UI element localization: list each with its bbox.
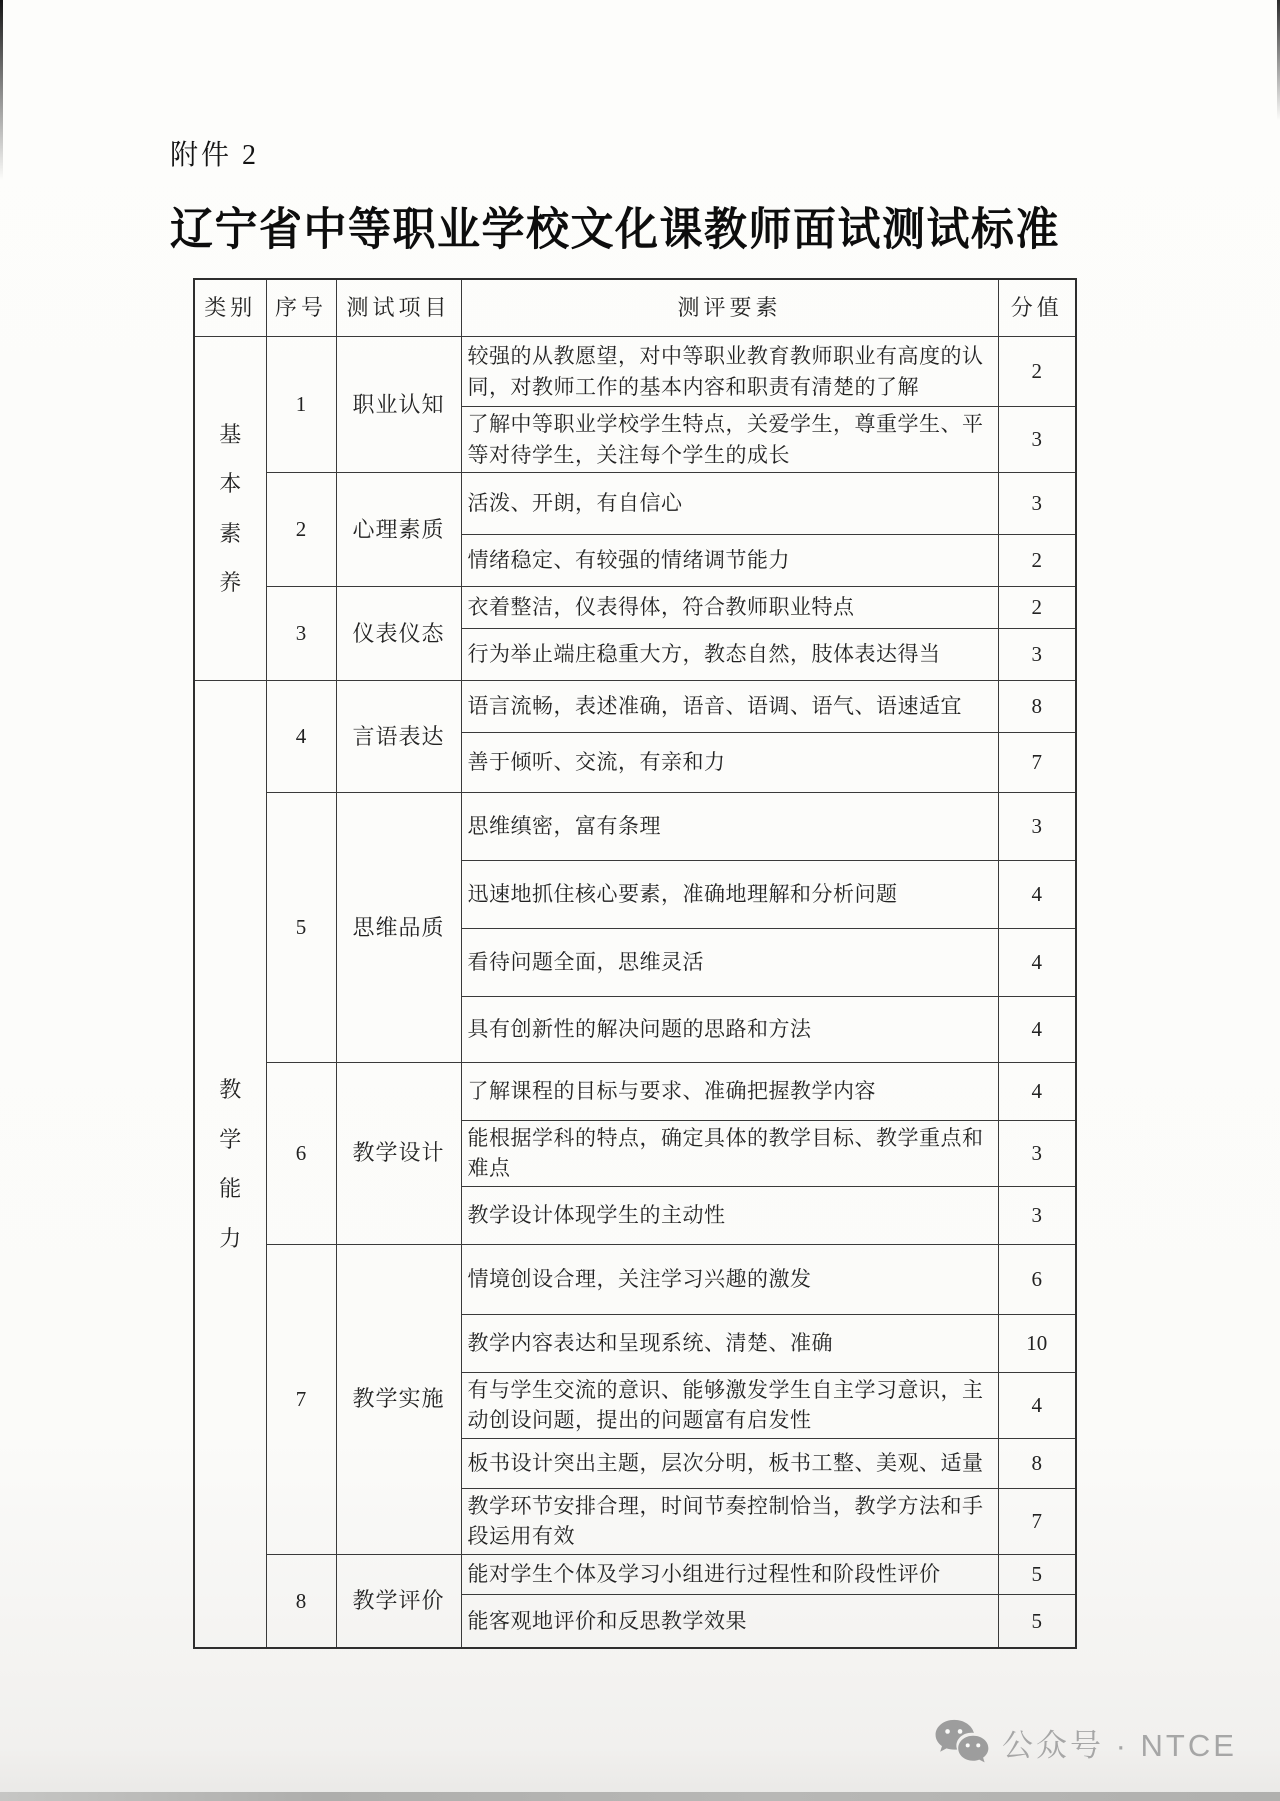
table-row bbox=[194, 1244, 1076, 1314]
score-cell: 8 bbox=[998, 681, 1076, 733]
element-cell: 看待问题全面，思维灵活 bbox=[461, 929, 998, 997]
table-header-row bbox=[194, 279, 1076, 337]
category-cell: 基本素养 bbox=[194, 337, 266, 681]
index-cell: 1 bbox=[266, 337, 336, 473]
element-cell: 有与学生交流的意识、能够激发学生自主学习意识，主动创设问题，提出的问题富有启发性 bbox=[461, 1372, 998, 1438]
index-cell: 7 bbox=[266, 1244, 336, 1554]
element-cell: 情境创设合理，关注学习兴趣的激发 bbox=[461, 1244, 998, 1314]
table-row bbox=[194, 793, 1076, 861]
score-cell: 4 bbox=[998, 929, 1076, 997]
table-row bbox=[194, 681, 1076, 733]
element-cell: 了解中等职业学校学生特点，关爱学生，尊重学生、平等对待学生，关注每个学生的成长 bbox=[461, 407, 998, 473]
wechat-icon bbox=[932, 1718, 990, 1766]
table-row bbox=[194, 473, 1076, 535]
score-cell: 7 bbox=[998, 1488, 1076, 1554]
score-cell: 2 bbox=[998, 337, 1076, 407]
element-cell: 较强的从教愿望，对中等职业教育教师职业有高度的认同，对教师工作的基本内容和职责有清楚的了解 bbox=[461, 337, 998, 407]
element-cell: 能根据学科的特点，确定具体的教学目标、教学重点和难点 bbox=[461, 1121, 998, 1187]
index-cell: 3 bbox=[266, 587, 336, 681]
header-test-item: 测试项目 bbox=[336, 279, 461, 337]
score-cell: 3 bbox=[998, 793, 1076, 861]
element-cell: 教学设计体现学生的主动性 bbox=[461, 1186, 998, 1244]
element-cell: 了解课程的目标与要求、准确把握教学内容 bbox=[461, 1063, 998, 1121]
score-cell: 4 bbox=[998, 1063, 1076, 1121]
watermark bbox=[932, 1718, 1237, 1766]
test-item-cell: 言语表达 bbox=[336, 681, 461, 793]
score-cell: 2 bbox=[998, 587, 1076, 629]
score-cell: 3 bbox=[998, 473, 1076, 535]
header-index: 序号 bbox=[266, 279, 336, 337]
table-row bbox=[194, 1554, 1076, 1594]
test-item-cell: 心理素质 bbox=[336, 473, 461, 587]
header-score: 分值 bbox=[998, 279, 1076, 337]
element-cell: 善于倾听、交流，有亲和力 bbox=[461, 733, 998, 793]
table-row bbox=[194, 587, 1076, 629]
element-cell: 活泼、开朗，有自信心 bbox=[461, 473, 998, 535]
score-cell: 5 bbox=[998, 1594, 1076, 1648]
test-item-cell: 教学评价 bbox=[336, 1554, 461, 1648]
test-item-cell: 教学实施 bbox=[336, 1244, 461, 1554]
score-cell: 3 bbox=[998, 1186, 1076, 1244]
scan-edge-left bbox=[0, 0, 3, 180]
index-cell: 4 bbox=[266, 681, 336, 793]
score-cell: 10 bbox=[998, 1314, 1076, 1372]
element-cell: 迅速地抓住核心要素，准确地理解和分析问题 bbox=[461, 861, 998, 929]
index-cell: 2 bbox=[266, 473, 336, 587]
element-cell: 教学内容表达和呈现系统、清楚、准确 bbox=[461, 1314, 998, 1372]
scan-edge-bottom bbox=[0, 1792, 1280, 1801]
element-cell: 教学环节安排合理，时间节奏控制恰当，教学方法和手段运用有效 bbox=[461, 1488, 998, 1554]
header-evaluation-element: 测评要素 bbox=[461, 279, 998, 337]
evaluation-standard-table bbox=[193, 278, 1077, 1649]
attachment-label: 附件 2 bbox=[170, 140, 260, 171]
score-cell: 3 bbox=[998, 407, 1076, 473]
element-cell: 能对学生个体及学习小组进行过程性和阶段性评价 bbox=[461, 1554, 998, 1594]
score-cell: 4 bbox=[998, 997, 1076, 1063]
element-cell: 能客观地评价和反思教学效果 bbox=[461, 1594, 998, 1648]
element-cell: 语言流畅，表述准确，语音、语调、语气、语速适宜 bbox=[461, 681, 998, 733]
test-item-cell: 职业认知 bbox=[336, 337, 461, 473]
table-row bbox=[194, 1063, 1076, 1121]
element-cell: 思维缜密，富有条理 bbox=[461, 793, 998, 861]
element-cell: 具有创新性的解决问题的思路和方法 bbox=[461, 997, 998, 1063]
index-cell: 6 bbox=[266, 1063, 336, 1245]
score-cell: 4 bbox=[998, 1372, 1076, 1438]
category-cell: 教学能力 bbox=[194, 681, 266, 1649]
score-cell: 2 bbox=[998, 535, 1076, 587]
watermark-text: 公众号 · NTCE bbox=[1002, 1727, 1237, 1763]
element-cell: 情绪稳定、有较强的情绪调节能力 bbox=[461, 535, 998, 587]
test-item-cell: 仪表仪态 bbox=[336, 587, 461, 681]
page-title: 辽宁省中等职业学校文化课教师面试测试标准 bbox=[170, 206, 1060, 256]
index-cell: 5 bbox=[266, 793, 336, 1063]
index-cell: 8 bbox=[266, 1554, 336, 1648]
element-cell: 板书设计突出主题，层次分明，板书工整、美观、适量 bbox=[461, 1438, 998, 1488]
test-item-cell: 思维品质 bbox=[336, 793, 461, 1063]
table-row bbox=[194, 337, 1076, 407]
element-cell: 行为举止端庄稳重大方，教态自然，肢体表达得当 bbox=[461, 629, 998, 681]
test-item-cell: 教学设计 bbox=[336, 1063, 461, 1245]
score-cell: 5 bbox=[998, 1554, 1076, 1594]
score-cell: 6 bbox=[998, 1244, 1076, 1314]
score-cell: 7 bbox=[998, 733, 1076, 793]
element-cell: 衣着整洁，仪表得体，符合教师职业特点 bbox=[461, 587, 998, 629]
header-category: 类别 bbox=[194, 279, 266, 337]
score-cell: 4 bbox=[998, 861, 1076, 929]
score-cell: 8 bbox=[998, 1438, 1076, 1488]
score-cell: 3 bbox=[998, 1121, 1076, 1187]
score-cell: 3 bbox=[998, 629, 1076, 681]
